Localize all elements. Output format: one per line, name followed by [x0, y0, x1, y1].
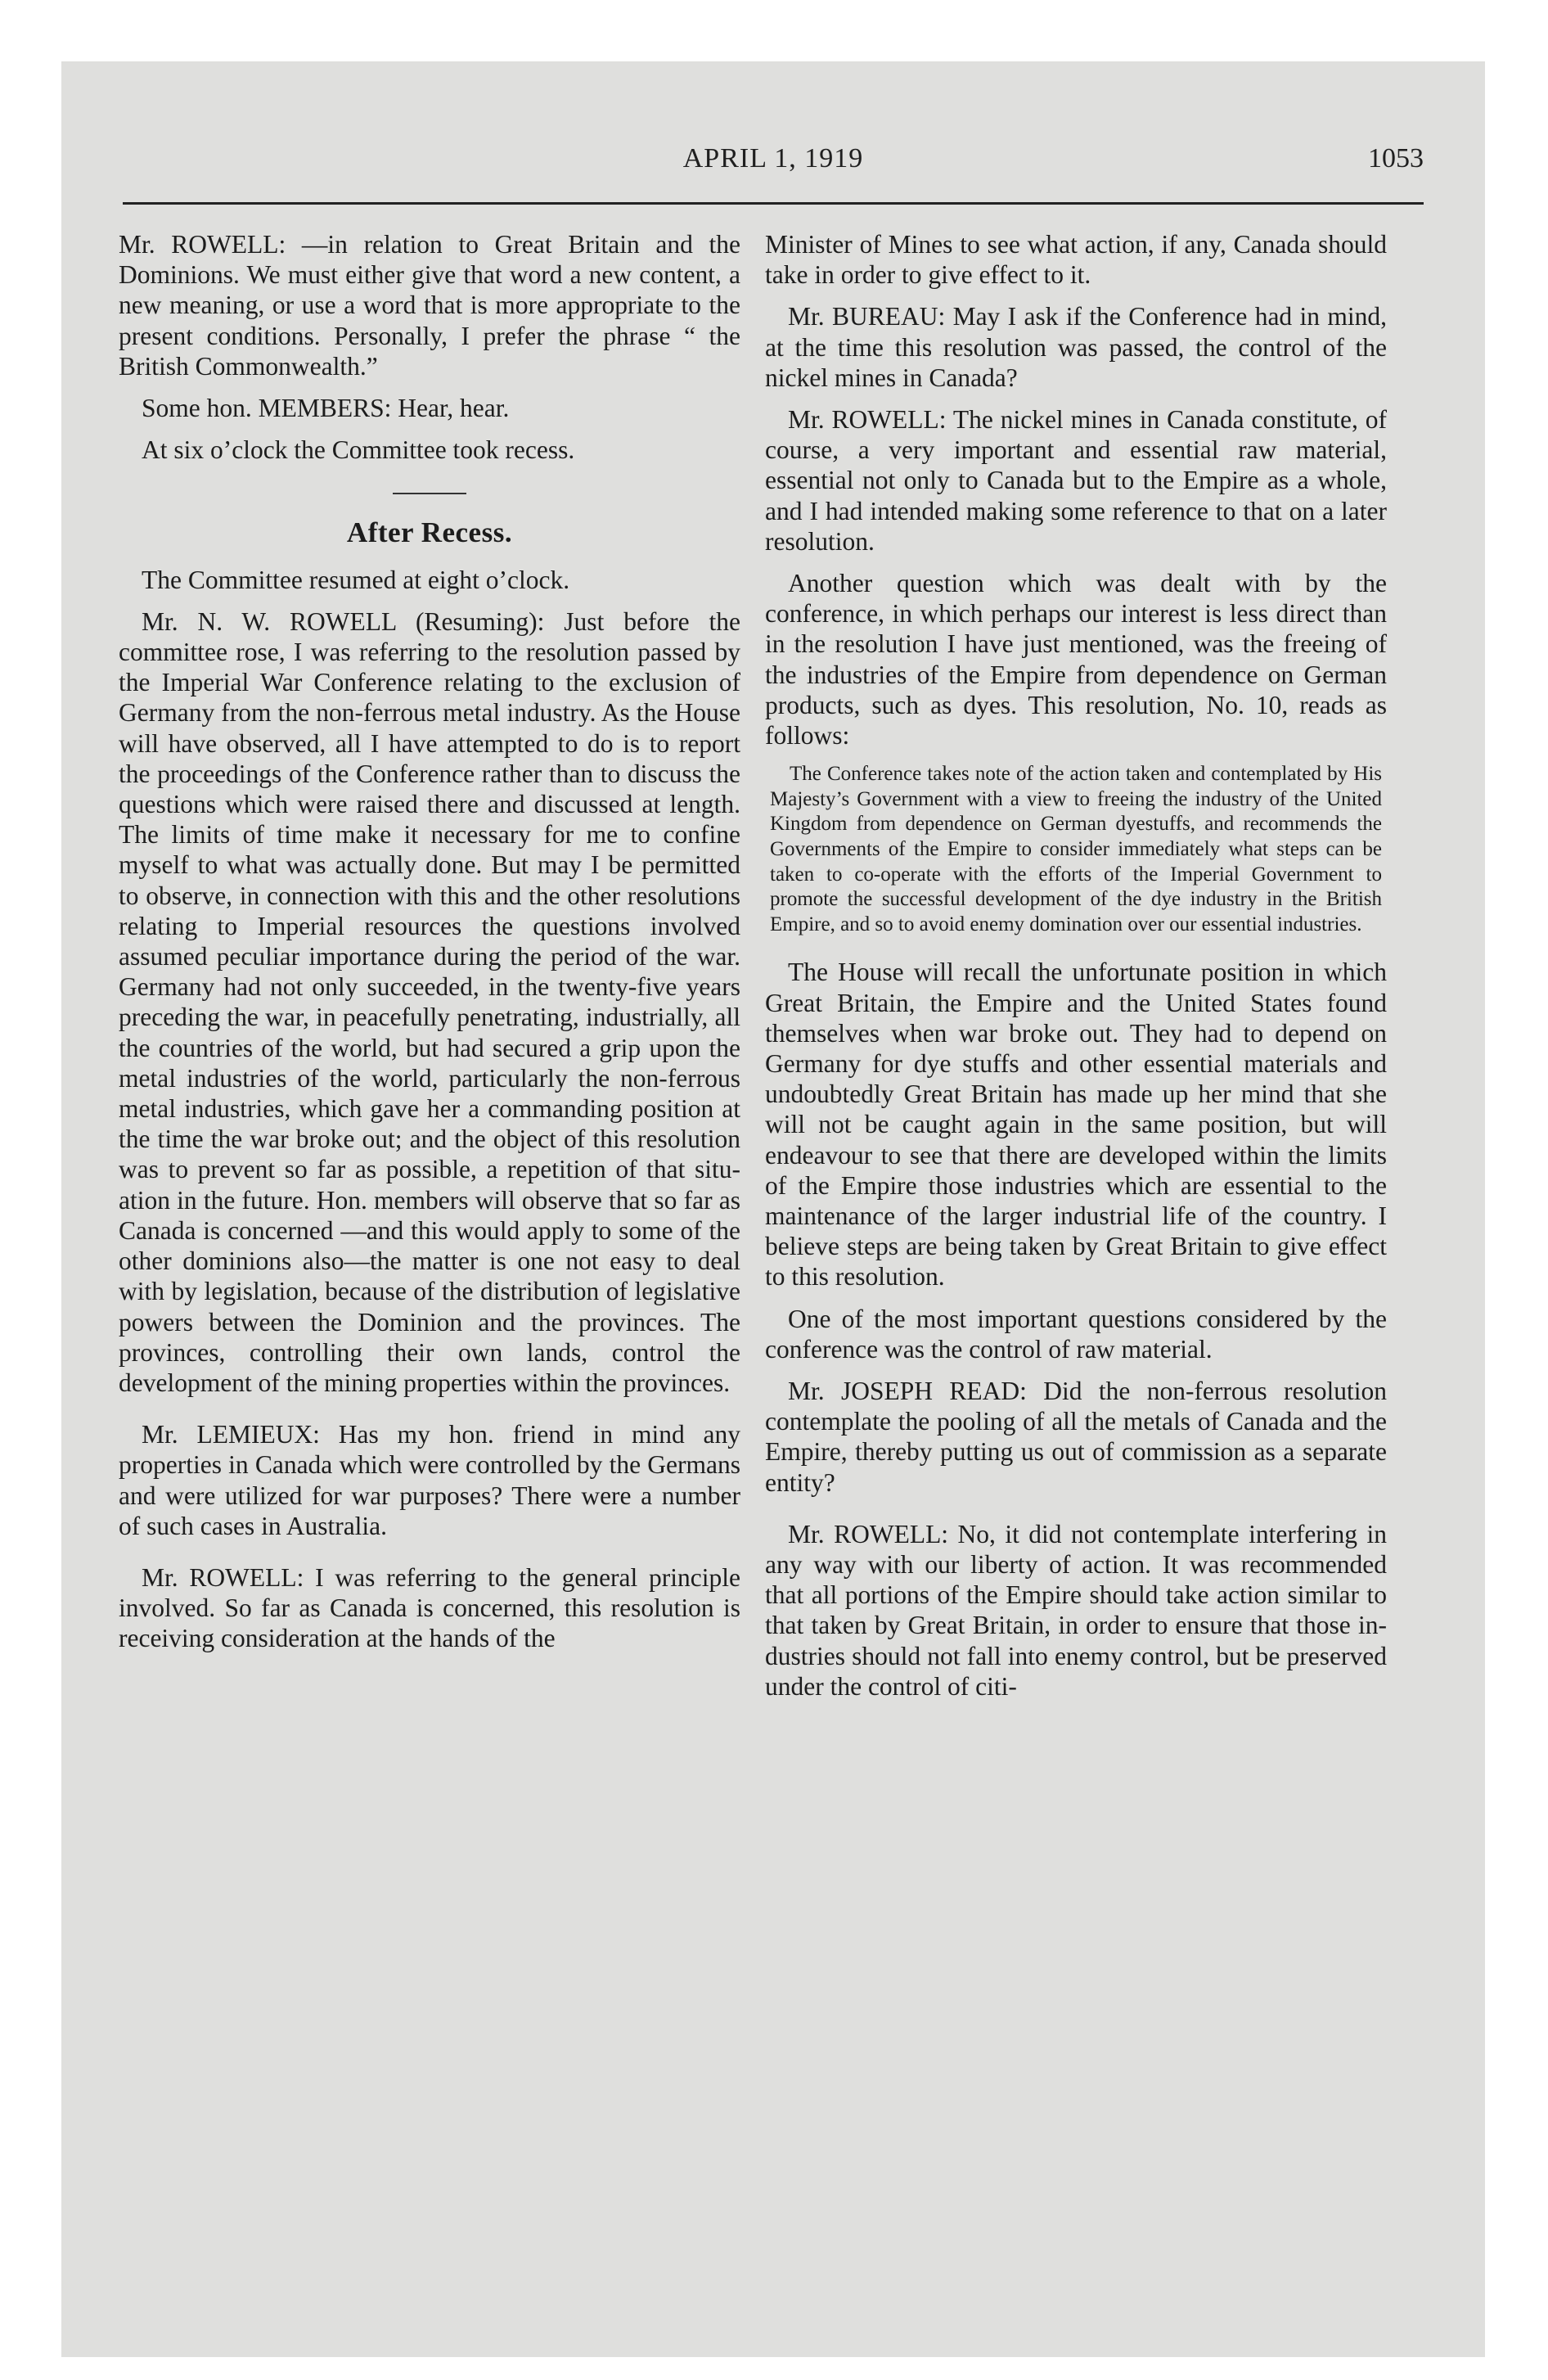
paragraph: Mr. ROWELL: —in relation to Great Britain and the Dominions. We must either give that word a new content, a new meaning, or use a word that is more appropriate to the present conditions. Personally, I prefer the phrase “ the British Commonwealth.”	[119, 230, 740, 381]
block-quote: The Conference takes note of the action taken and contemplated by His Majesty’s Government with a view to freeing the industry of the United Kingdom from dependence on German dyestuffs, and recommends the Governments of the Empire to consider immediately what steps can be taken to co-operate with the efforts of the Imperial Government to promote the successful development of the dye industry in the British Empire, and so to avoid enemy domination over our essential industries.	[770, 763, 1382, 935]
running-header	[123, 143, 1424, 192]
paragraph: At six o’clock the Committee took recess.	[142, 435, 575, 465]
paragraph: Mr. ROWELL: No, it did not contemplate interfering in any way with our liberty of action. It was recommended that all portions of the Empire should take action similar to that taken by Great Britain, in order to ensure that those industries should not fall into enemy control, but be preserved under the control of citi-	[765, 1519, 1387, 1701]
paragraph: Mr. JOSEPH READ: Did the non-ferrous resolution contemplate the pooling of all the metals of Canada and the Empire, thereby putting us out of commission as a separate entity?	[765, 1377, 1387, 1497]
paragraph: Some hon. MEMBERS: Hear, hear.	[142, 394, 510, 423]
paragraph: The House will recall the unfortunate position in which Great Britain, the Empire and the United States found themselves when war broke out. They had to depend on Germany for dye stuffs and other essential materials and undoubtedly Great Britain has made up her mind that she will not be caught again in the same position, but will endeavour to see that there are developed within the limits of the Empire those industries which are essential to the maintenance of the larger industrial life of the country. I believe steps are being taken by Great Britain to give effect to this resolution.	[765, 958, 1387, 1291]
paragraph: Mr. BUREAU: May I ask if the Conference had in mind, at the time this resolution was passed, the control of the nickel mines in Canada?	[765, 302, 1387, 392]
right-column	[765, 229, 1387, 1713]
page-number: 1053	[1368, 143, 1424, 174]
paragraph: Mr. ROWELL: I was referring to the general principle involved. So far as Canada is concerned, this resolution is receiving consideration at the hands of the	[119, 1562, 740, 1653]
paragraph: One of the most important questions considered by the conference was the control of raw material.	[765, 1304, 1387, 1364]
header-rule	[123, 202, 1424, 205]
paragraph: Another question which was dealt with by the conference, in which perhaps our interest is less direct than in the resolution I have just mentioned, was the freeing of the industries of the Empire from dependence on German products, such as dyes. This resolution, No. 10, reads as follows:	[765, 569, 1387, 751]
paragraph: The Committee resumed at eight o’clock.	[142, 565, 570, 594]
paragraph: Mr. LEMIEUX: Has my hon. friend in mind any properties in Canada which were controlled by the Germans and were utilized for war purposes? There were a number of such cases in Australia.	[119, 1420, 740, 1540]
paragraph: Mr. ROWELL: The nickel mines in Canada constitute, of course, a very important and essential raw material, essential not only to Canada but to the Empire as a whole, and I had intended making some reference to that on a later resolution.	[765, 405, 1387, 556]
section-heading: After Recess.	[346, 516, 513, 549]
paragraph: Mr. N. W. ROWELL (Resuming): Just before the committee rose, I was referring to the resolution passed by the Imperial War Conference relating to the exclusion of Germany from the non-ferrous metal industry. As the House will have observed, all I have attempted to do is to report the proceedings of the Conference rather than to discuss the questions which were raised there and discussed at length. The limits of time make it necessary for me to confine myself to what was actually done. But may I be permitted to observe, in connection with this and the other resolutions relating to Imperial resources the questions involved assumed peculiar importance during the period of the war. Germany had not only succeeded, in the twenty-five years preceding the war, in peacefully penetrating, industrially, all the countries of the world, but had secured a grip upon the metal industries of the world, particularly the non-ferrous metal industries, which gave her a commanding position at the time the war broke out; and the object of this resolution was to prevent so far as possible, a repetition of that situation in the future. Hon. members will observe that so far as Canada is concerned —and this would apply to some of the other dominions also—the matter is one not easy to deal with by legislation, because of the distribution of legislative powers between the Dominion and the provinces. The provinces, controlling their own lands, control the development of the mining properties within the provinces.	[119, 606, 740, 1397]
page-sheet	[61, 61, 1485, 2357]
page-date: APRIL 1, 1919	[682, 143, 864, 174]
paragraph: Minister of Mines to see what action, if any, Canada should take in order to give effect to it.	[765, 230, 1387, 290]
left-column	[119, 229, 740, 1666]
section-divider	[393, 493, 466, 494]
